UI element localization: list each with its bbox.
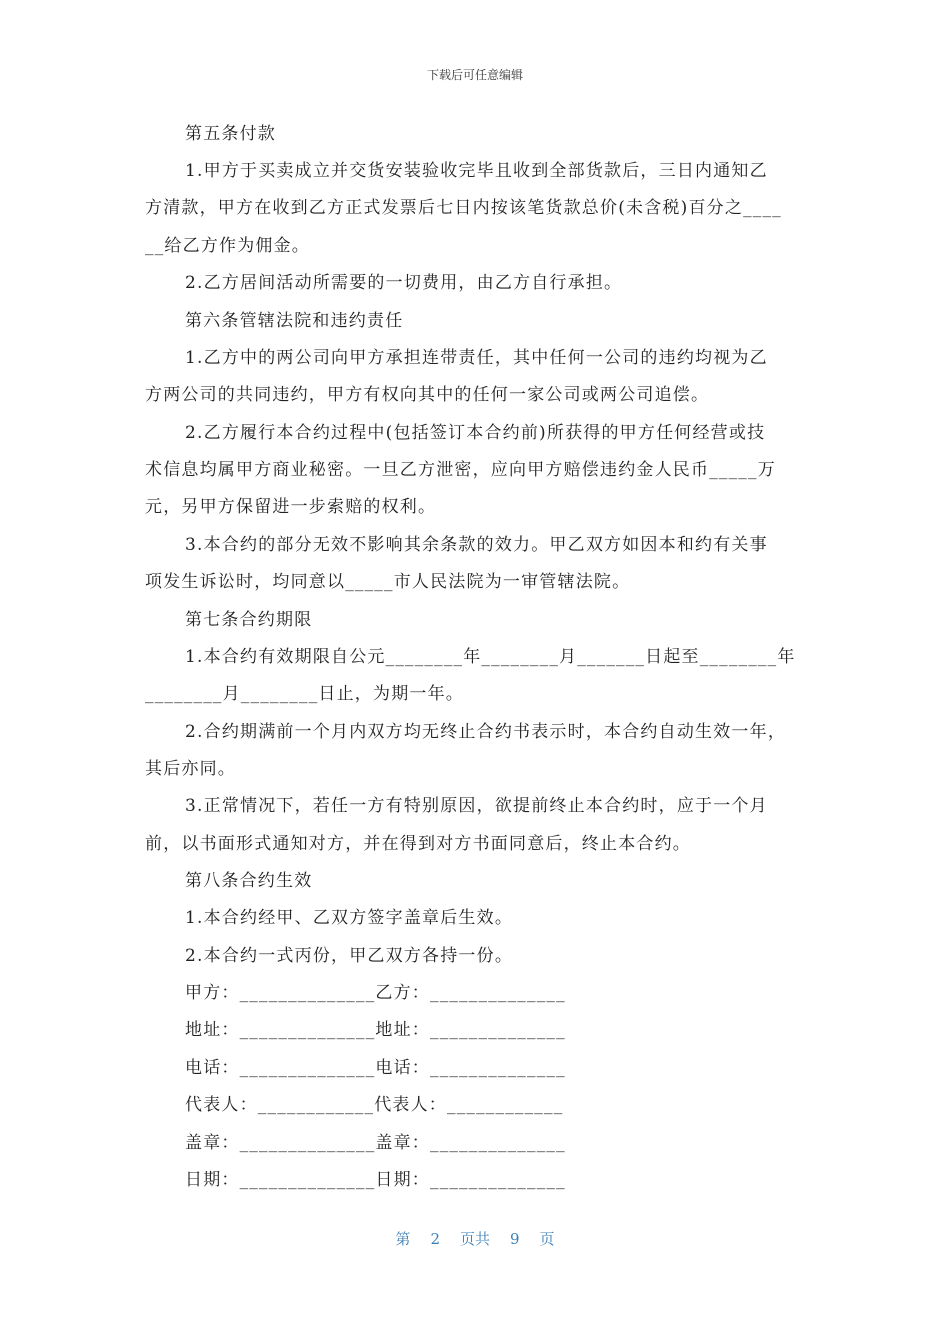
paragraph-line: 方两公司的共同违约，甲方有权向其中的任何一家公司或两公司追偿。 bbox=[145, 385, 710, 405]
section-title: 第七条合约期限 bbox=[185, 610, 313, 630]
signature-row: 日期：______________日期：______________ bbox=[185, 1170, 566, 1190]
total-pages: 9 bbox=[510, 1230, 520, 1248]
page-suffix: 页 bbox=[539, 1230, 555, 1248]
paragraph-line: 3.正常情况下，若任一方有特别原因，欲提前终止本合约时，应于一个月 bbox=[185, 796, 768, 816]
section-title: 第八条合约生效 bbox=[185, 871, 313, 891]
paragraph-line: ________月________日止，为期一年。 bbox=[145, 684, 464, 704]
paragraph-line: 1.甲方于买卖成立并交货安装验收完毕且收到全部货款后，三日内通知乙 bbox=[185, 161, 768, 181]
paragraph-line: 1.乙方中的两公司向甲方承担连带责任，其中任何一公司的违约均视为乙 bbox=[185, 348, 768, 368]
page-number: 2 bbox=[430, 1230, 440, 1248]
paragraph-line: __给乙方作为佣金。 bbox=[145, 236, 310, 256]
signature-row: 代表人：____________代表人：____________ bbox=[185, 1095, 564, 1115]
paragraph-line: 方清款，甲方在收到乙方正式发票后七日内按该笔货款总价(未含税)百分之____ bbox=[145, 198, 782, 218]
page-header: 下载后可任意编辑 bbox=[426, 68, 523, 82]
paragraph-line: 2.乙方居间活动所需要的一切费用，由乙方自行承担。 bbox=[185, 273, 623, 293]
page-mid: 页共 bbox=[459, 1230, 490, 1248]
paragraph-line: 1.本合约有效期限自公元________年________月_______日起至________年 bbox=[185, 647, 796, 667]
signature-row: 甲方：______________乙方：______________ bbox=[185, 983, 566, 1003]
paragraph-line: 项发生诉讼时，均同意以_____市人民法院为一审管辖法院。 bbox=[145, 572, 631, 592]
paragraph-line: 2.乙方履行本合约过程中(包括签订本合约前)所获得的甲方任何经营或技 bbox=[185, 423, 766, 443]
paragraph-line: 前，以书面形式通知对方，并在得到对方书面同意后，终止本合约。 bbox=[145, 834, 691, 854]
page-prefix: 第 bbox=[395, 1230, 411, 1248]
section-title: 第六条管辖法院和违约责任 bbox=[185, 311, 404, 331]
paragraph-line: 2.合约期满前一个月内双方均无终止合约书表示时，本合约自动生效一年， bbox=[185, 722, 787, 742]
paragraph-line: 1.本合约经甲、乙双方签字盖章后生效。 bbox=[185, 908, 514, 928]
page-footer bbox=[0, 1228, 950, 1249]
paragraph-line: 2.本合约一式丙份，甲乙双方各持一份。 bbox=[185, 946, 514, 966]
section-title: 第五条付款 bbox=[185, 124, 276, 144]
signature-row: 电话：______________电话：______________ bbox=[185, 1058, 566, 1078]
paragraph-line: 3.本合约的部分无效不影响其余条款的效力。甲乙双方如因本和约有关事 bbox=[185, 535, 768, 555]
signature-row: 盖章：______________盖章：______________ bbox=[185, 1133, 566, 1153]
paragraph-line: 术信息均属甲方商业秘密。一旦乙方泄密，应向甲方赔偿违约金人民币_____万 bbox=[145, 460, 776, 480]
signature-row: 地址：______________地址：______________ bbox=[185, 1020, 566, 1040]
paragraph-line: 其后亦同。 bbox=[145, 759, 236, 779]
paragraph-line: 元，另甲方保留进一步索赔的权利。 bbox=[145, 497, 437, 517]
